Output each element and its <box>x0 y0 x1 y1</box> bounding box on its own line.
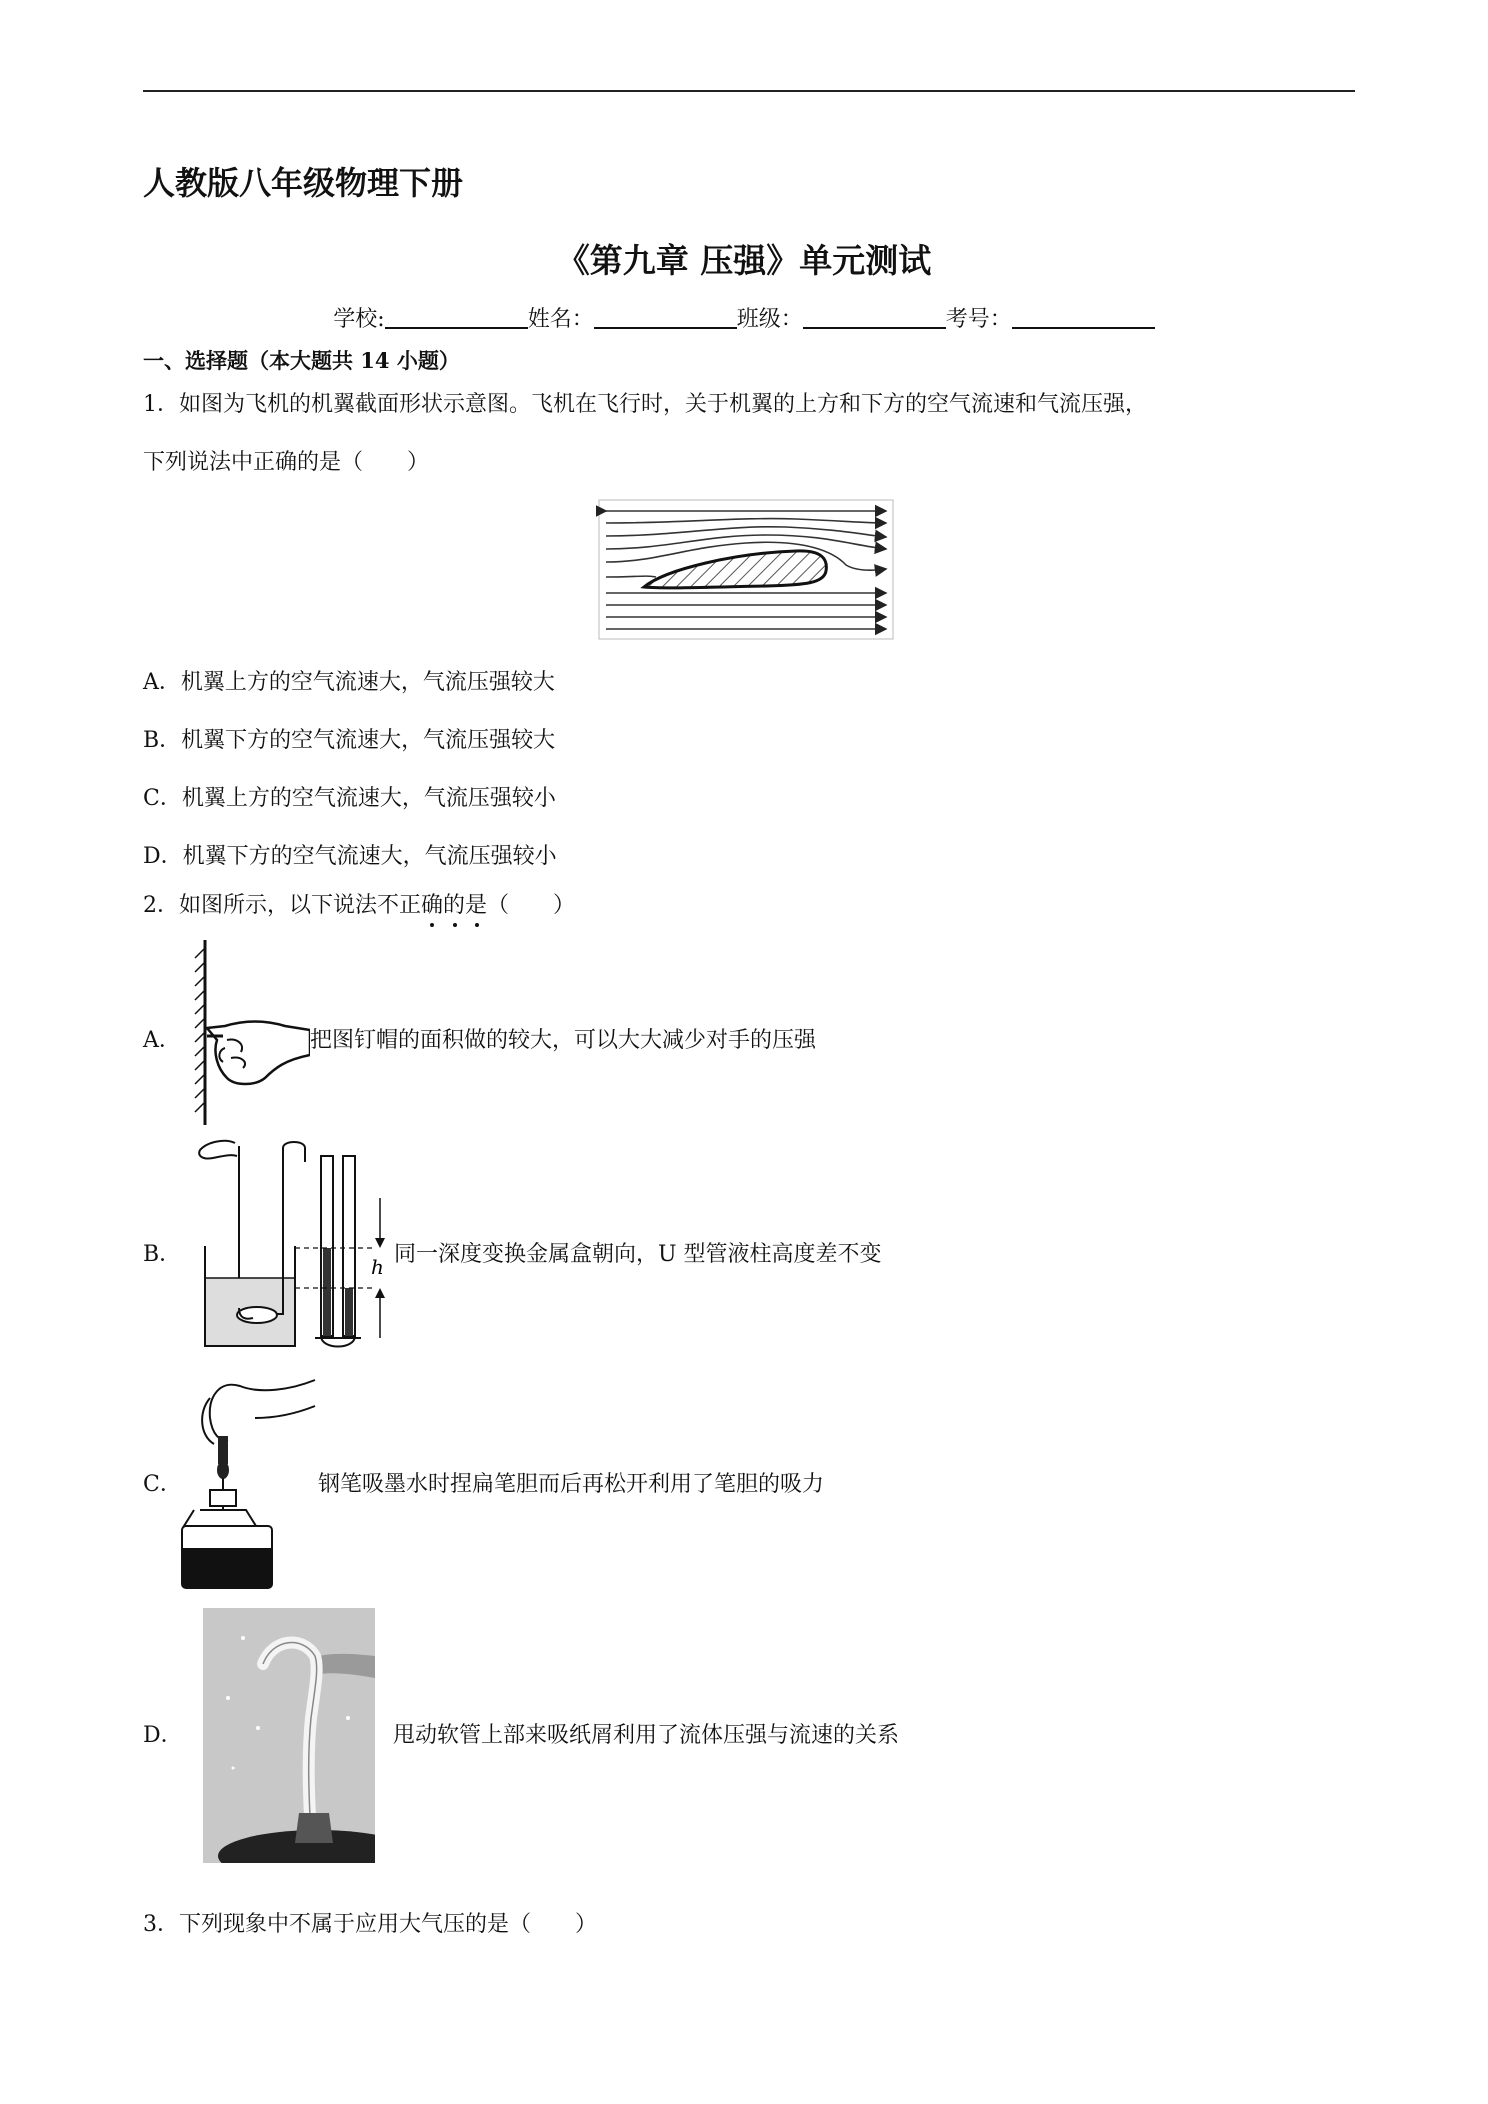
airfoil-streamline-figure <box>596 497 896 642</box>
student-info-fields <box>0 302 1488 333</box>
q2-option-d-letter[interactable]: D． <box>143 1723 183 1748</box>
q2-option-c-text[interactable]: 钢笔吸墨水时捏扁笔胆而后再松开利用了笔胆的吸力 <box>318 1472 825 1497</box>
school-blank[interactable] <box>385 305 528 329</box>
emphasis-dot <box>475 923 479 927</box>
q1-option-b[interactable]: B．机翼下方的空气流速大，气流压强较大 <box>143 728 556 753</box>
q2-option-b-text[interactable]: 同一深度变换金属盒朝向，U 型管液柱高度差不变 <box>394 1242 882 1267</box>
q2-stem: 2．如图所示，以下说法不正确的是（ ） <box>143 893 575 918</box>
q1-option-a[interactable]: A．机翼上方的空气流速大，气流压强较大 <box>143 670 555 695</box>
name-label: 姓名： <box>527 307 594 332</box>
q1-stem-line1: 1．如图为飞机的机翼截面形状示意图。飞机在飞行时，关于机翼的上方和下方的空气流速和气流压强， <box>143 392 1148 417</box>
q2-option-a-text[interactable]: 把图钉帽的面积做的较大，可以大大减少对手的压强 <box>310 1028 817 1053</box>
hose-suction-photo <box>203 1608 375 1863</box>
school-label: 学校: <box>333 307 385 332</box>
q1-option-d[interactable]: D．机翼下方的空气流速大，气流压强较小 <box>143 844 557 869</box>
emphasis-dot <box>453 923 457 927</box>
q1-stem-line2: 下列说法中正确的是（ ） <box>143 450 430 475</box>
emphasis-dot <box>430 923 434 927</box>
q3-stem: 3．下列现象中不属于应用大气压的是（ ） <box>143 1912 597 1937</box>
thumbtack-figure <box>165 940 310 1125</box>
exam-number-label: 考号： <box>945 307 1012 332</box>
q2-option-b-letter[interactable]: B． <box>143 1242 182 1267</box>
u-tube-manometer-figure <box>195 1138 395 1348</box>
q2-option-a-letter[interactable]: A． <box>143 1028 181 1053</box>
exam-number-blank[interactable] <box>1012 305 1155 329</box>
q2-option-c-letter[interactable]: C． <box>143 1472 182 1497</box>
fountain-pen-ink-figure <box>180 1378 320 1593</box>
header-rule <box>143 90 1355 92</box>
name-blank[interactable] <box>594 305 737 329</box>
test-title: 《第九章 压强》单元测试 <box>556 241 932 280</box>
book-title: 人教版八年级物理下册 <box>143 164 464 202</box>
q1-option-c[interactable]: C．机翼上方的空气流速大，气流压强较小 <box>143 786 556 811</box>
section-heading: 一、选择题（本大题共 14 小题） <box>143 348 460 373</box>
class-blank[interactable] <box>803 305 946 329</box>
height-difference-label: h <box>371 1255 384 1279</box>
q2-option-d-text[interactable]: 甩动软管上部来吸纸屑利用了流体压强与流速的关系 <box>393 1723 900 1748</box>
class-label: 班级： <box>736 307 803 332</box>
